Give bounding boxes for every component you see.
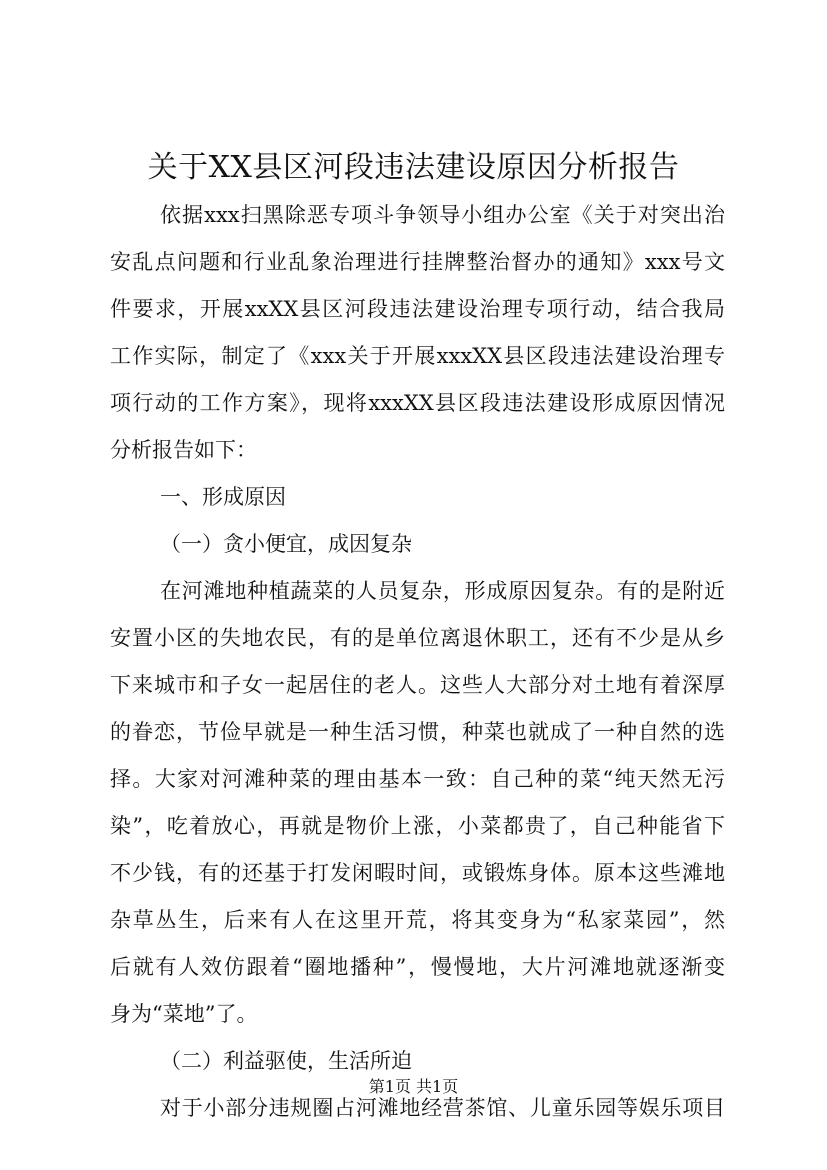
paragraph-line: 杂草丛生，后来有人在这里开荒，将其变身为“私家菜园”，然 (110, 908, 725, 932)
paragraph-line: 对于小部分违规圈占河滩地经营茶馆、儿童乐园等娱乐项目 (160, 1096, 725, 1120)
paragraph-line: 后就有人效仿跟着“圈地播种”，慢慢地，大片河滩地就逐渐变 (110, 955, 725, 979)
paragraph-line: 依据xxx扫黑除恶专项斗争领导小组办公室《关于对突出治 (160, 203, 725, 227)
paragraph-line: 身为“菜地”了。 (110, 1002, 258, 1026)
paragraph-line: 下来城市和子女一起居住的老人。这些人大部分对土地有着深厚 (110, 673, 725, 697)
paragraph-line: 分析报告如下： (110, 438, 257, 462)
section-heading: 一、形成原因 (160, 485, 286, 509)
paragraph-line: 染”，吃着放心，再就是物价上涨，小菜都贵了，自己种能省下 (110, 814, 725, 838)
paragraph-line: 择。大家对河滩种菜的理由基本一致：自己种的菜“纯天然无污 (110, 767, 725, 791)
subsection-heading: （二）利益驱使，生活所迫 (160, 1049, 412, 1073)
paragraph-line: 项行动的工作方案》，现将xxxXX县区段违法建设形成原因情况 (110, 391, 725, 415)
paragraph-line: 不少钱，有的还基于打发闲暇时间，或锻炼身体。原本这些滩地 (110, 861, 725, 885)
paragraph-line: 件要求，开展xxXX县区河段违法建设治理专项行动，结合我局 (110, 297, 725, 321)
paragraph-line: 在河滩地种植蔬菜的人员复杂，形成原因复杂。有的是附近 (160, 579, 725, 603)
document-title: 关于XX县区河段违法建设原因分析报告 (147, 150, 680, 185)
paragraph-line: 的眷恋，节俭早就是一种生活习惯，种菜也就成了一种自然的选 (110, 720, 725, 744)
page-footer: 第1页 共1页 (368, 1077, 459, 1096)
paragraph-line: 安乱点问题和行业乱象治理进行挂牌整治督办的通知》xxx号文 (110, 250, 725, 274)
subsection-heading: （一）贪小便宜，成因复杂 (160, 532, 412, 556)
paragraph-line: 工作实际，制定了《xxx关于开展xxxXX县区段违法建设治理专 (110, 344, 725, 368)
paragraph-line: 安置小区的失地农民，有的是单位离退休职工，还有不少是从乡 (110, 626, 725, 650)
